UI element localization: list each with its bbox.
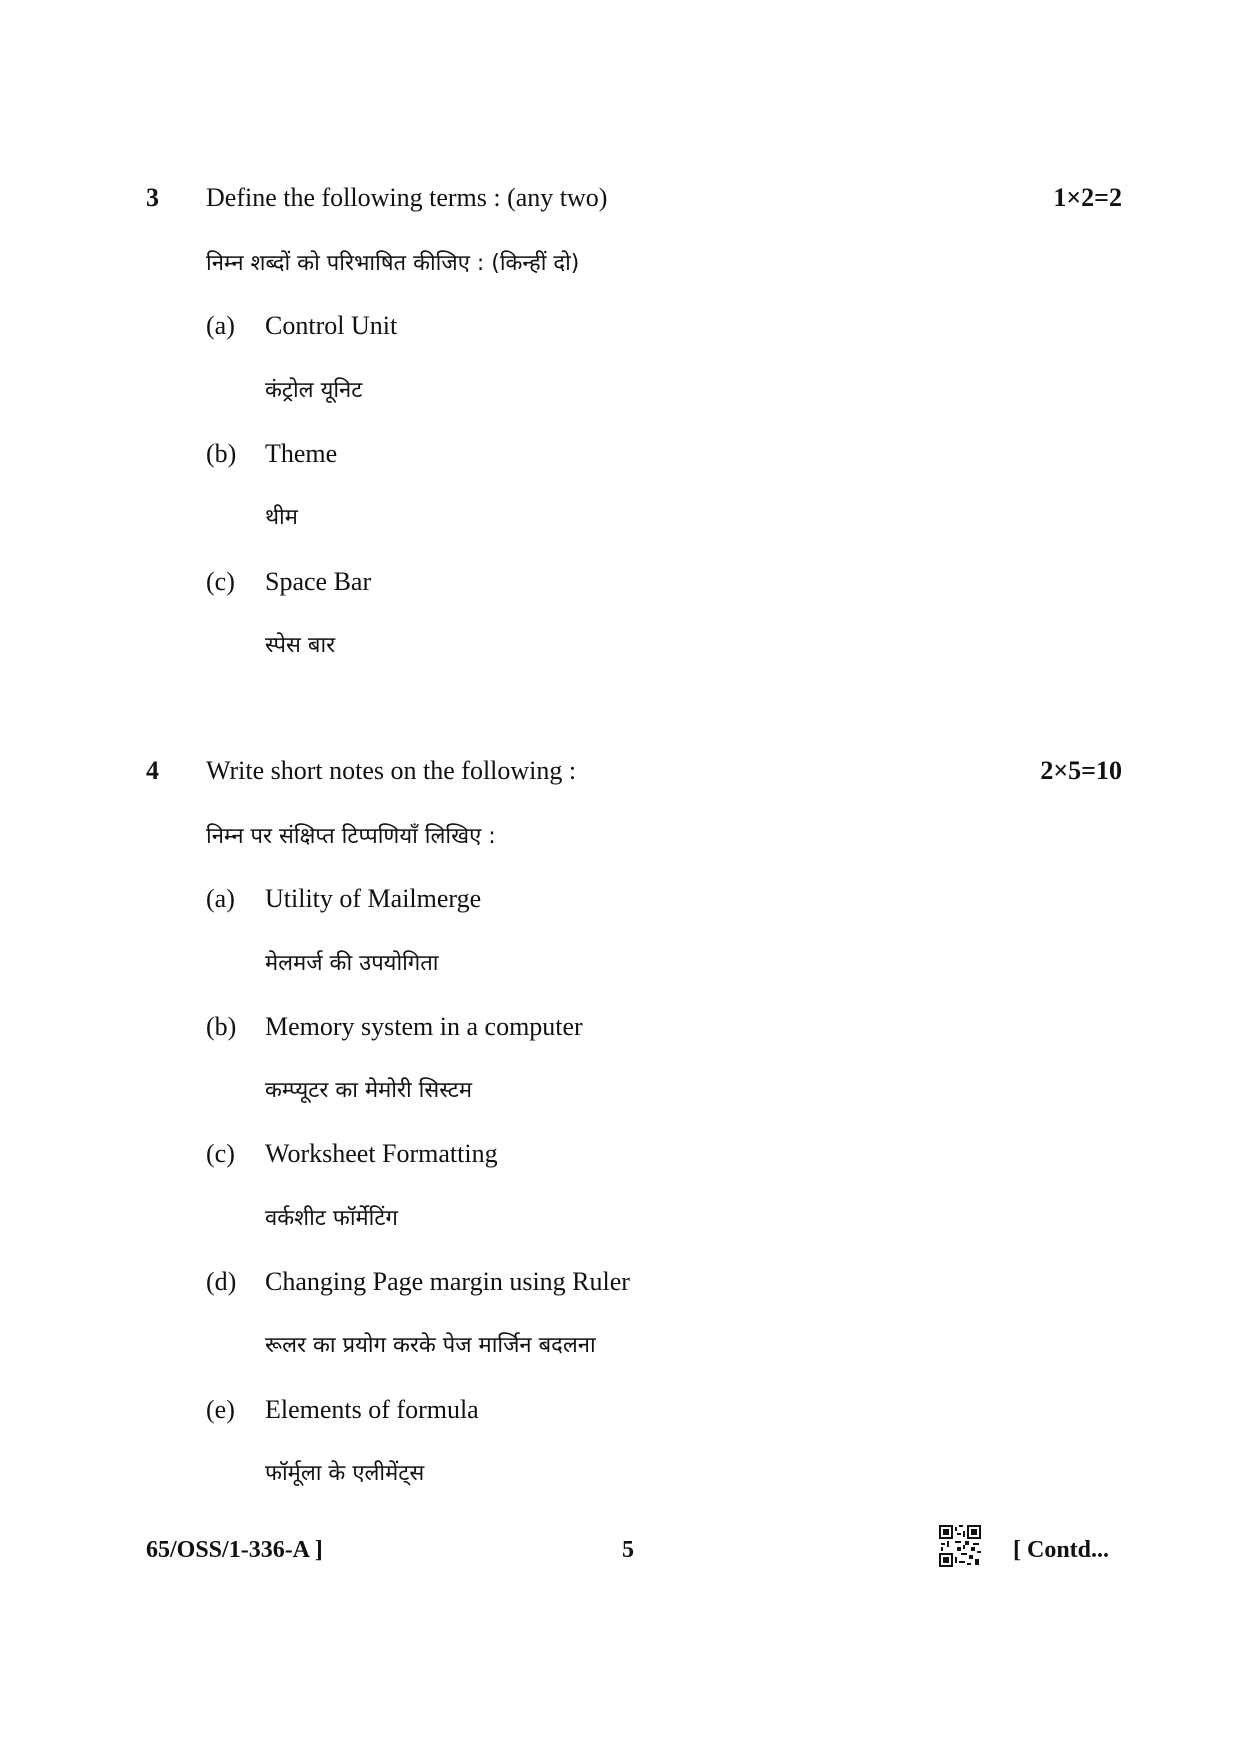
option-letter: (c) [206,1139,235,1168]
option-letter: (b) [206,439,237,468]
option-text-hindi: रूलर का प्रयोग करके पेज मार्जिन बदलना [265,1333,596,1358]
question-number: 4 [146,756,159,785]
option-text-hindi: कंट्रोल यूनिट [265,378,363,403]
question-number: 3 [146,183,159,212]
question-marks: 1×2=2 [1053,183,1122,212]
qr-code-icon [939,1525,981,1567]
question-text: Write short notes on the following : [206,756,577,785]
option-text: Memory system in a computer [265,1012,583,1041]
option-text-hindi: मेलमर्ज की उपयोगिता [265,951,439,976]
option-text-hindi: वर्कशीट फॉर्मेटिंग [265,1206,398,1231]
option-text-hindi: स्पेस बार [265,633,336,658]
option-letter: (e) [206,1395,235,1424]
option-text-hindi: थीम [265,505,298,530]
option-text-hindi: कम्प्यूटर का मेमोरी सिस्टम [265,1078,473,1103]
paper-code: 65/OSS/1-336-A ] [146,1537,323,1563]
option-letter: (d) [206,1267,237,1296]
option-letter: (c) [206,567,235,596]
option-text-hindi: फॉर्मूला के एलीमेंट्स [265,1461,425,1486]
page-number: 5 [622,1537,634,1563]
option-letter: (a) [206,311,235,340]
option-text: Theme [265,439,338,468]
option-text: Utility of Mailmerge [265,884,482,913]
option-text: Control Unit [265,311,398,340]
continued-label: [ Contd... [1013,1537,1110,1563]
question-marks: 2×5=10 [1040,756,1122,785]
option-text: Changing Page margin using Ruler [265,1267,630,1296]
option-text: Elements of formula [265,1395,479,1424]
question-text-hindi: निम्न पर संक्षिप्त टिप्पणियाँ लिखिए : [206,824,496,849]
question-text-hindi: निम्न शब्दों को परिभाषित कीजिए : (किन्हीं दो) [206,251,580,276]
option-letter: (a) [206,884,235,913]
question-text: Define the following terms : (any two) [206,183,608,212]
option-letter: (b) [206,1012,237,1041]
option-text: Space Bar [265,567,372,596]
option-text: Worksheet Formatting [265,1139,498,1168]
